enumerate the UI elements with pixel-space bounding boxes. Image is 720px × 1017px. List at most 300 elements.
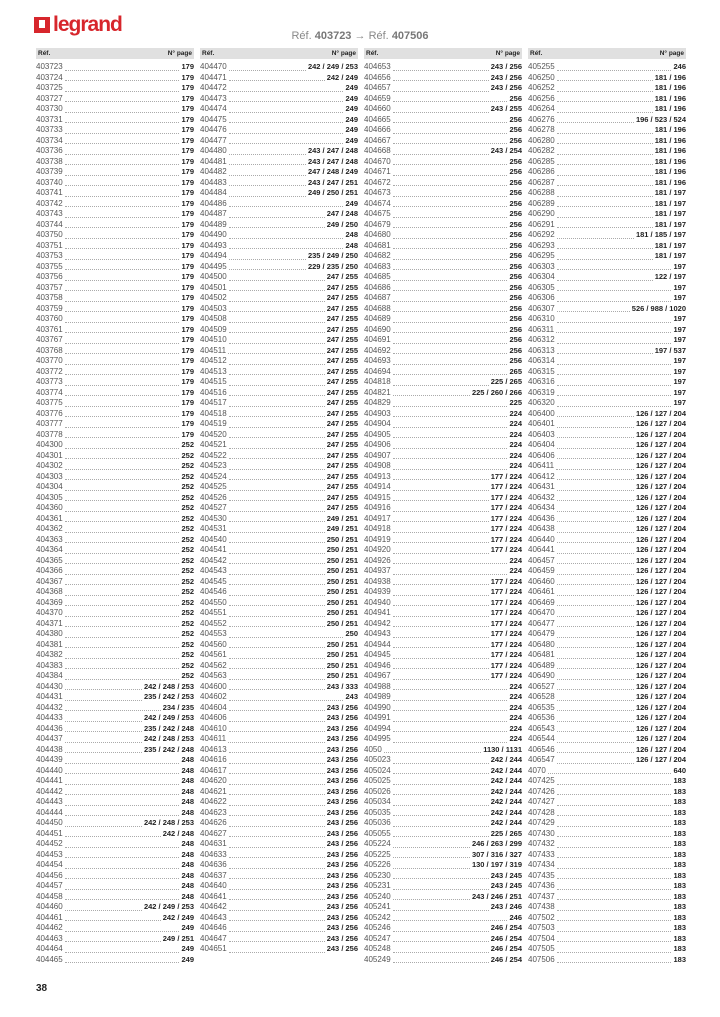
page-reference: 126 / 127 / 204 — [635, 692, 686, 701]
page-reference: 243 / 256 — [326, 744, 358, 754]
dot-leader — [557, 205, 653, 207]
index-row — [200, 409, 358, 420]
dot-leader — [65, 163, 180, 165]
dot-leader — [65, 153, 180, 155]
dot-leader — [393, 447, 508, 449]
page-reference: 126 / 127 / 204 — [635, 524, 686, 533]
index-row — [36, 892, 194, 903]
page-reference: 179 — [181, 335, 194, 344]
page-reference: 256 — [509, 156, 522, 166]
reference-number: 406546 — [528, 744, 555, 754]
page-reference: 126 / 127 / 204 — [635, 503, 686, 512]
page-reference: 181 / 197 — [654, 209, 686, 218]
reference-number: 405246 — [364, 923, 391, 932]
page-reference: 177 / 224 — [490, 629, 522, 638]
page-reference: 179 — [181, 366, 194, 376]
dot-leader — [229, 121, 344, 123]
reference-number: 404531 — [200, 524, 227, 533]
index-row — [200, 829, 358, 840]
dot-leader — [393, 426, 508, 428]
page-reference: 248 — [181, 786, 194, 796]
page-reference: 179 — [181, 135, 194, 145]
index-row — [200, 167, 358, 178]
page-reference: 126 / 127 / 204 — [635, 513, 686, 523]
reference-number: 404441 — [36, 776, 63, 785]
page-reference: 242 / 249 / 253 — [143, 902, 194, 911]
reference-number: 406291 — [528, 219, 555, 229]
index-row — [528, 377, 686, 388]
dot-leader — [557, 720, 634, 722]
dot-leader — [557, 352, 653, 354]
reference-number: 404501 — [200, 282, 227, 292]
page-reference: 250 / 251 — [326, 608, 358, 617]
index-row — [364, 262, 522, 273]
page-reference: 247 / 255 — [326, 303, 358, 313]
dot-leader — [557, 751, 634, 753]
page-reference: 247 / 255 — [326, 314, 358, 323]
reference-number: 404437 — [36, 734, 63, 743]
index-row — [200, 850, 358, 861]
page-reference: 243 / 256 — [490, 72, 522, 82]
index-row — [364, 220, 522, 231]
index-row — [364, 461, 522, 472]
index-row — [528, 766, 686, 777]
page-reference: 243 / 256 — [326, 860, 358, 869]
dot-leader — [229, 783, 325, 785]
page-reference: 224 — [509, 461, 522, 470]
page-reference: 256 — [509, 209, 522, 218]
dot-leader — [393, 489, 489, 491]
page-reference: 224 — [509, 702, 522, 712]
dot-leader — [393, 195, 508, 197]
reference-number: 405230 — [364, 870, 391, 880]
index-row — [528, 94, 686, 105]
page-reference: 242 / 244 — [490, 818, 522, 827]
index-row — [36, 367, 194, 378]
page-reference: 126 / 127 / 204 — [635, 744, 686, 754]
index-row — [364, 83, 522, 94]
dot-leader — [65, 237, 180, 239]
dot-leader — [557, 121, 634, 123]
page-reference: 243 / 256 — [326, 734, 358, 743]
page-reference: 197 — [673, 398, 686, 407]
reference-number: 406311 — [528, 324, 555, 334]
index-row — [200, 514, 358, 525]
index-row — [528, 944, 686, 955]
index-row — [528, 545, 686, 556]
dot-leader — [65, 321, 180, 323]
dot-leader — [393, 636, 489, 638]
page-reference: 225 / 260 / 266 — [471, 387, 522, 397]
dot-leader — [393, 279, 508, 281]
index-row — [364, 797, 522, 808]
reference-number: 404303 — [36, 471, 63, 481]
index-row — [36, 671, 194, 682]
dot-leader — [393, 835, 489, 837]
reference-number: 404474 — [200, 104, 227, 113]
page-reference: 248 — [181, 776, 194, 785]
index-row — [200, 482, 358, 493]
reference-number: 407426 — [528, 786, 555, 796]
dot-leader — [229, 499, 325, 501]
reference-number: 404470 — [200, 62, 227, 71]
page-reference: 126 / 127 / 204 — [635, 723, 686, 733]
dot-leader — [229, 394, 325, 396]
page-reference: 177 / 224 — [490, 482, 522, 491]
dot-leader — [65, 730, 142, 732]
page-reference: 126 / 127 / 204 — [635, 671, 686, 680]
index-row — [200, 923, 358, 934]
index-row — [36, 724, 194, 735]
reference-number: 404672 — [364, 177, 391, 187]
reference-number: 404694 — [364, 366, 391, 376]
reference-number: 406431 — [528, 482, 555, 491]
index-row — [200, 157, 358, 168]
index-row — [200, 640, 358, 651]
page-reference: 177 / 224 — [490, 660, 522, 670]
reference-number: 405247 — [364, 933, 391, 943]
dot-leader — [229, 814, 325, 816]
dot-leader — [65, 79, 180, 81]
reference-number: 404495 — [200, 261, 227, 271]
index-row — [528, 188, 686, 199]
page-reference: 256 — [509, 125, 522, 134]
index-row — [364, 955, 522, 966]
reference-number: 404380 — [36, 629, 63, 638]
reference-number: 406315 — [528, 366, 555, 376]
page-reference: 179 — [181, 104, 194, 113]
reference-number: 404560 — [200, 639, 227, 649]
dot-leader — [393, 594, 489, 596]
page-reference: 224 — [509, 713, 522, 722]
dot-leader — [557, 877, 672, 879]
reference-number: 403772 — [36, 366, 63, 376]
dot-leader — [65, 69, 180, 71]
reference-number: 404610 — [200, 723, 227, 733]
reference-number: 404907 — [364, 450, 391, 460]
dot-leader — [393, 961, 489, 963]
dot-leader — [557, 888, 672, 890]
index-row — [528, 83, 686, 94]
reference-number: 406412 — [528, 471, 555, 481]
reference-number: 404646 — [200, 923, 227, 932]
dot-leader — [557, 216, 653, 218]
reference-number: 404944 — [364, 639, 391, 649]
page-reference: 126 / 127 / 204 — [635, 461, 686, 470]
index-row — [36, 398, 194, 409]
index-row — [36, 94, 194, 105]
index-row — [36, 461, 194, 472]
dot-leader — [65, 121, 180, 123]
page-reference: 243 / 256 — [326, 870, 358, 880]
dot-leader — [229, 573, 325, 575]
column-header-page: N° page — [495, 50, 520, 57]
page-reference: 252 — [181, 650, 194, 659]
reference-number: 406250 — [528, 72, 555, 82]
index-row — [528, 472, 686, 483]
dot-leader — [557, 762, 634, 764]
index-row — [364, 871, 522, 882]
reference-number: 404903 — [364, 408, 391, 418]
page-reference: 256 — [509, 114, 522, 124]
dot-leader — [557, 636, 634, 638]
index-row — [200, 419, 358, 430]
dot-leader — [229, 174, 306, 176]
dot-leader — [65, 919, 161, 921]
dot-leader — [65, 562, 180, 564]
dot-leader — [65, 951, 180, 953]
index-row — [528, 871, 686, 882]
page-reference: 247 / 255 — [326, 335, 358, 344]
dot-leader — [65, 898, 180, 900]
index-row — [200, 503, 358, 514]
index-row — [364, 766, 522, 777]
page-reference: 252 — [181, 671, 194, 680]
index-row — [36, 871, 194, 882]
reference-number: 406528 — [528, 692, 555, 701]
dot-leader — [557, 90, 653, 92]
index-row — [36, 104, 194, 115]
page-reference: 126 / 127 / 204 — [635, 618, 686, 628]
index-row — [36, 692, 194, 703]
page-reference: 126 / 127 / 204 — [635, 492, 686, 502]
dot-leader — [393, 79, 489, 81]
page-reference: 252 — [181, 513, 194, 523]
reference-number: 404553 — [200, 629, 227, 638]
page-reference: 179 — [181, 429, 194, 439]
page-reference: 242 / 244 — [490, 807, 522, 817]
reference-number: 407438 — [528, 902, 555, 911]
dot-leader — [229, 226, 325, 228]
dot-leader — [393, 142, 508, 144]
page-reference: 247 / 255 — [326, 282, 358, 292]
page-reference: 225 — [509, 398, 522, 407]
dot-leader — [557, 919, 672, 921]
dot-leader — [229, 604, 325, 606]
reference-number: 404620 — [200, 776, 227, 785]
dot-leader — [65, 741, 142, 743]
page-reference: 252 — [181, 576, 194, 586]
page-reference: 243 / 256 — [490, 62, 522, 71]
reference-number: 406288 — [528, 188, 555, 197]
reference-number: 406293 — [528, 240, 555, 250]
range-label-to: Réf. — [368, 30, 389, 42]
dot-leader — [229, 153, 306, 155]
dot-leader — [229, 216, 325, 218]
index-row — [364, 839, 522, 850]
reference-number: 404611 — [200, 734, 227, 743]
dot-leader — [229, 447, 325, 449]
reference-number: 404939 — [364, 587, 391, 596]
dot-leader — [557, 436, 634, 438]
page-reference: 224 — [509, 555, 522, 565]
dot-leader — [557, 321, 672, 323]
index-row — [200, 650, 358, 661]
index-row — [36, 766, 194, 777]
dot-leader — [556, 331, 671, 333]
index-row — [364, 671, 522, 682]
dot-leader — [557, 814, 672, 816]
reference-number: 404641 — [200, 891, 227, 901]
page-number: 38 — [36, 983, 48, 994]
index-row — [528, 671, 686, 682]
column-header — [36, 48, 194, 59]
reference-number: 404665 — [364, 114, 391, 124]
reference-number: 404360 — [36, 503, 63, 512]
index-row — [36, 314, 194, 325]
index-row — [364, 556, 522, 567]
page-reference: 126 / 127 / 204 — [635, 702, 686, 712]
dot-leader — [65, 384, 180, 386]
page-reference: 248 — [181, 797, 194, 806]
dot-leader — [229, 867, 325, 869]
index-row — [364, 787, 522, 798]
index-row — [36, 304, 194, 315]
index-row — [528, 556, 686, 567]
page-reference: 242 / 244 — [490, 786, 522, 796]
page-reference: 247 / 255 — [326, 387, 358, 397]
index-row — [364, 577, 522, 588]
page-reference: 179 — [181, 387, 194, 397]
reference-number: 404920 — [364, 545, 391, 554]
dot-leader — [557, 289, 672, 291]
page-reference: 177 / 224 — [490, 639, 522, 649]
page-reference: 179 — [181, 146, 194, 155]
reference-number: 403744 — [36, 219, 63, 229]
reference-number: 404521 — [200, 440, 227, 449]
page-reference: 247 / 255 — [326, 398, 358, 407]
reference-number: 404451 — [36, 828, 63, 838]
index-row — [36, 220, 194, 231]
reference-number: 404366 — [36, 566, 63, 575]
page-reference: 197 — [673, 387, 686, 397]
reference-number: 404666 — [364, 125, 391, 134]
dot-leader — [557, 310, 630, 312]
page-reference: 224 — [509, 723, 522, 733]
page-reference: 224 — [509, 734, 522, 743]
page-reference: 126 / 127 / 204 — [635, 440, 686, 449]
page-reference: 224 — [509, 408, 522, 418]
page-reference: 179 — [181, 261, 194, 271]
dot-leader — [393, 604, 489, 606]
index-row — [200, 398, 358, 409]
dot-leader — [557, 657, 634, 659]
dot-leader — [557, 940, 672, 942]
index-row — [36, 850, 194, 861]
reference-number: 404301 — [36, 450, 63, 460]
page-reference: 243 / 256 — [326, 776, 358, 785]
dot-leader — [229, 909, 325, 911]
index-row — [200, 577, 358, 588]
page-reference: 181 / 185 / 197 — [635, 230, 686, 239]
dot-leader — [548, 772, 672, 774]
reference-number: 406320 — [528, 398, 555, 407]
dot-leader — [229, 888, 325, 890]
dot-leader — [229, 520, 325, 522]
dot-leader — [229, 562, 325, 564]
dot-leader — [393, 331, 508, 333]
reference-number: 404367 — [36, 576, 63, 586]
reference-number: 404990 — [364, 702, 391, 712]
page-reference: 243 / 256 — [326, 755, 358, 764]
index-row — [528, 293, 686, 304]
dot-leader — [229, 688, 325, 690]
dot-leader — [393, 678, 489, 680]
index-row — [528, 136, 686, 147]
dot-leader — [229, 237, 344, 239]
dot-leader — [557, 867, 672, 869]
dot-leader — [393, 121, 508, 123]
page-reference: 126 / 127 / 204 — [635, 471, 686, 481]
reference-number: 403724 — [36, 72, 63, 82]
reference-number: 404689 — [364, 314, 391, 323]
index-row — [36, 293, 194, 304]
reference-number: 404647 — [200, 933, 227, 943]
index-row — [528, 262, 686, 273]
dot-leader — [229, 436, 325, 438]
index-row — [364, 377, 522, 388]
index-row — [364, 482, 522, 493]
page-reference: 181 / 196 — [654, 156, 686, 166]
reference-number: 404518 — [200, 408, 227, 418]
index-row — [200, 713, 358, 724]
reference-number: 404516 — [200, 387, 227, 397]
index-row — [528, 797, 686, 808]
index-row — [364, 808, 522, 819]
page-reference: 250 / 251 — [326, 618, 358, 628]
page-reference: 249 / 251 — [326, 513, 358, 523]
reference-number: 404305 — [36, 492, 63, 502]
page-reference: 126 / 127 / 204 — [635, 681, 686, 691]
page-reference: 242 / 244 — [490, 755, 522, 764]
page-reference: 183 — [673, 933, 686, 943]
dot-leader — [229, 111, 344, 113]
index-row — [528, 346, 686, 357]
index-row — [528, 482, 686, 493]
page-reference: 243 / 256 — [326, 923, 358, 932]
dot-leader — [65, 709, 161, 711]
page-reference: 224 — [509, 429, 522, 439]
dot-leader — [393, 793, 489, 795]
index-row — [528, 734, 686, 745]
reference-number: 405241 — [364, 902, 391, 911]
page-reference: 126 / 127 / 204 — [635, 576, 686, 586]
legrand-logo-text: legrand — [53, 13, 122, 36]
dot-leader — [393, 951, 489, 953]
page-reference: 181 / 196 — [654, 93, 686, 103]
page-reference: 243 / 256 — [326, 702, 358, 712]
page-reference: 252 — [181, 618, 194, 628]
page-reference: 256 — [509, 230, 522, 239]
reference-number: 404365 — [36, 555, 63, 565]
dot-leader — [393, 741, 508, 743]
index-row — [528, 535, 686, 546]
dot-leader — [65, 520, 180, 522]
reference-number: 407433 — [528, 849, 555, 859]
index-row — [528, 272, 686, 283]
dot-leader — [229, 258, 306, 260]
dot-leader — [557, 646, 634, 648]
page-reference: 225 / 265 — [490, 828, 522, 838]
reference-number: 404368 — [36, 587, 63, 596]
dot-leader — [557, 741, 634, 743]
index-row — [200, 188, 358, 199]
reference-number: 405255 — [528, 62, 555, 71]
dot-leader — [65, 447, 180, 449]
index-row — [364, 356, 522, 367]
reference-number: 404637 — [200, 870, 227, 880]
reference-number: 405024 — [364, 765, 391, 775]
